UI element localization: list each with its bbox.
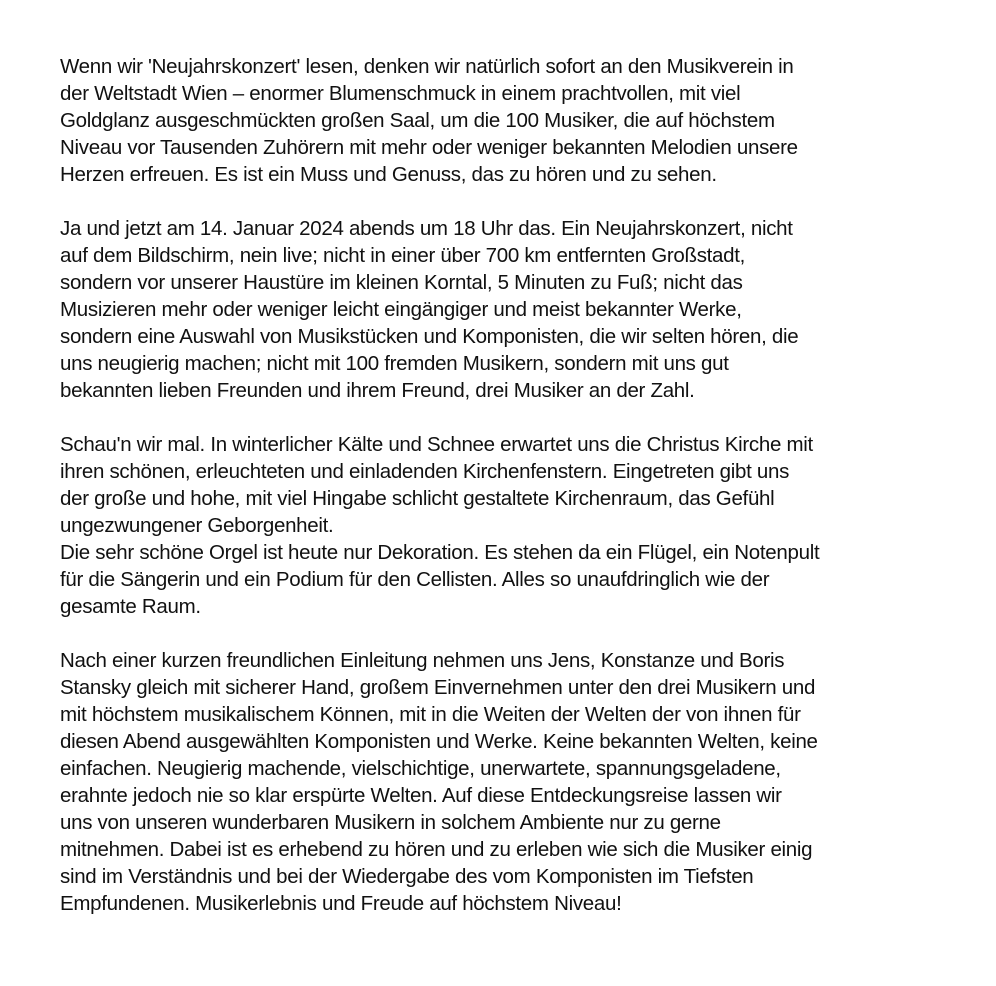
text-line: diesen Abend ausgewählten Komponisten und Werke. Keine bekannten Welten, keine: [60, 730, 818, 753]
text-line: sind im Verständnis und bei der Wiedergabe des vom Komponisten im Tiefsten: [60, 865, 754, 888]
text-line: für die Sängerin und ein Podium für den Cellisten. Alles so unaufdringlich wie der: [60, 568, 770, 591]
text-line: der Weltstadt Wien – enormer Blumenschmuck in einem prachtvollen, mit viel: [60, 82, 741, 105]
text-line: Niveau vor Tausenden Zuhörern mit mehr oder weniger bekannten Melodien unsere: [60, 136, 798, 159]
text-line: uns von unseren wunderbaren Musikern in solchem Ambiente nur zu gerne: [60, 811, 721, 834]
paragraph-christus-kirche: [60, 431, 936, 620]
text-line: erahnte jedoch nie so klar erspürte Welten. Auf diese Entdeckungsreise lassen wir: [60, 784, 782, 807]
text-line: Ja und jetzt am 14. Januar 2024 abends um 18 Uhr das. Ein Neujahrskonzert, nicht: [60, 217, 793, 240]
text-line: Empfundenen. Musikerlebnis und Freude auf höchstem Niveau!: [60, 892, 622, 915]
text-line: Wenn wir 'Neujahrskonzert' lesen, denken wir natürlich sofort an den Musikverein in: [60, 55, 794, 78]
text-line: Stansky gleich mit sicherer Hand, großem Einvernehmen unter den drei Musikern und: [60, 676, 816, 699]
text-line: der große und hohe, mit viel Hingabe schlicht gestaltete Kirchenraum, das Gefühl: [60, 487, 775, 510]
text-line: ungezwungener Geborgenheit.: [60, 514, 334, 537]
text-line: sondern eine Auswahl von Musikstücken und Komponisten, die wir selten hören, die: [60, 325, 799, 348]
text-line: mit höchstem musikalischem Können, mit in die Weiten der Welten der von ihnen für: [60, 703, 801, 726]
text-line: einfachen. Neugierig machende, vielschichtige, unerwartete, spannungsgeladene,: [60, 757, 781, 780]
text-line: gesamte Raum.: [60, 595, 201, 618]
text-line: Musizieren mehr oder weniger leicht eingängiger und meist bekannter Werke,: [60, 298, 742, 321]
text-line: bekannten lieben Freunden und ihrem Freund, drei Musiker an der Zahl.: [60, 379, 695, 402]
paragraph-neujahrskonzert-intro: [60, 53, 936, 188]
text-line: auf dem Bildschirm, nein live; nicht in einer über 700 km entfernten Großstadt,: [60, 244, 746, 267]
paragraph-musicians: [60, 647, 936, 917]
text-line: mitnehmen. Dabei ist es erhebend zu hören und zu erleben wie sich die Musiker einig: [60, 838, 813, 861]
paragraph-concert-korntal: [60, 215, 936, 404]
text-line: Schau'n wir mal. In winterlicher Kälte und Schnee erwartet uns die Christus Kirche mit: [60, 433, 813, 456]
text-line: ihren schönen, erleuchteten und einladenden Kirchenfenstern. Eingetreten gibt uns: [60, 460, 790, 483]
text-line: Nach einer kurzen freundlichen Einleitung nehmen uns Jens, Konstanze und Boris: [60, 649, 785, 672]
text-line: sondern vor unserer Haustüre im kleinen Korntal, 5 Minuten zu Fuß; nicht das: [60, 271, 743, 294]
text-line: uns neugierig machen; nicht mit 100 fremden Musikern, sondern mit uns gut: [60, 352, 729, 375]
text-line: Herzen erfreuen. Es ist ein Muss und Genuss, das zu hören und zu sehen.: [60, 163, 717, 186]
text-line: Goldglanz ausgeschmückten großen Saal, um die 100 Musiker, die auf höchstem: [60, 109, 775, 132]
text-line: Die sehr schöne Orgel ist heute nur Dekoration. Es stehen da ein Flügel, ein Notenpult: [60, 541, 820, 564]
